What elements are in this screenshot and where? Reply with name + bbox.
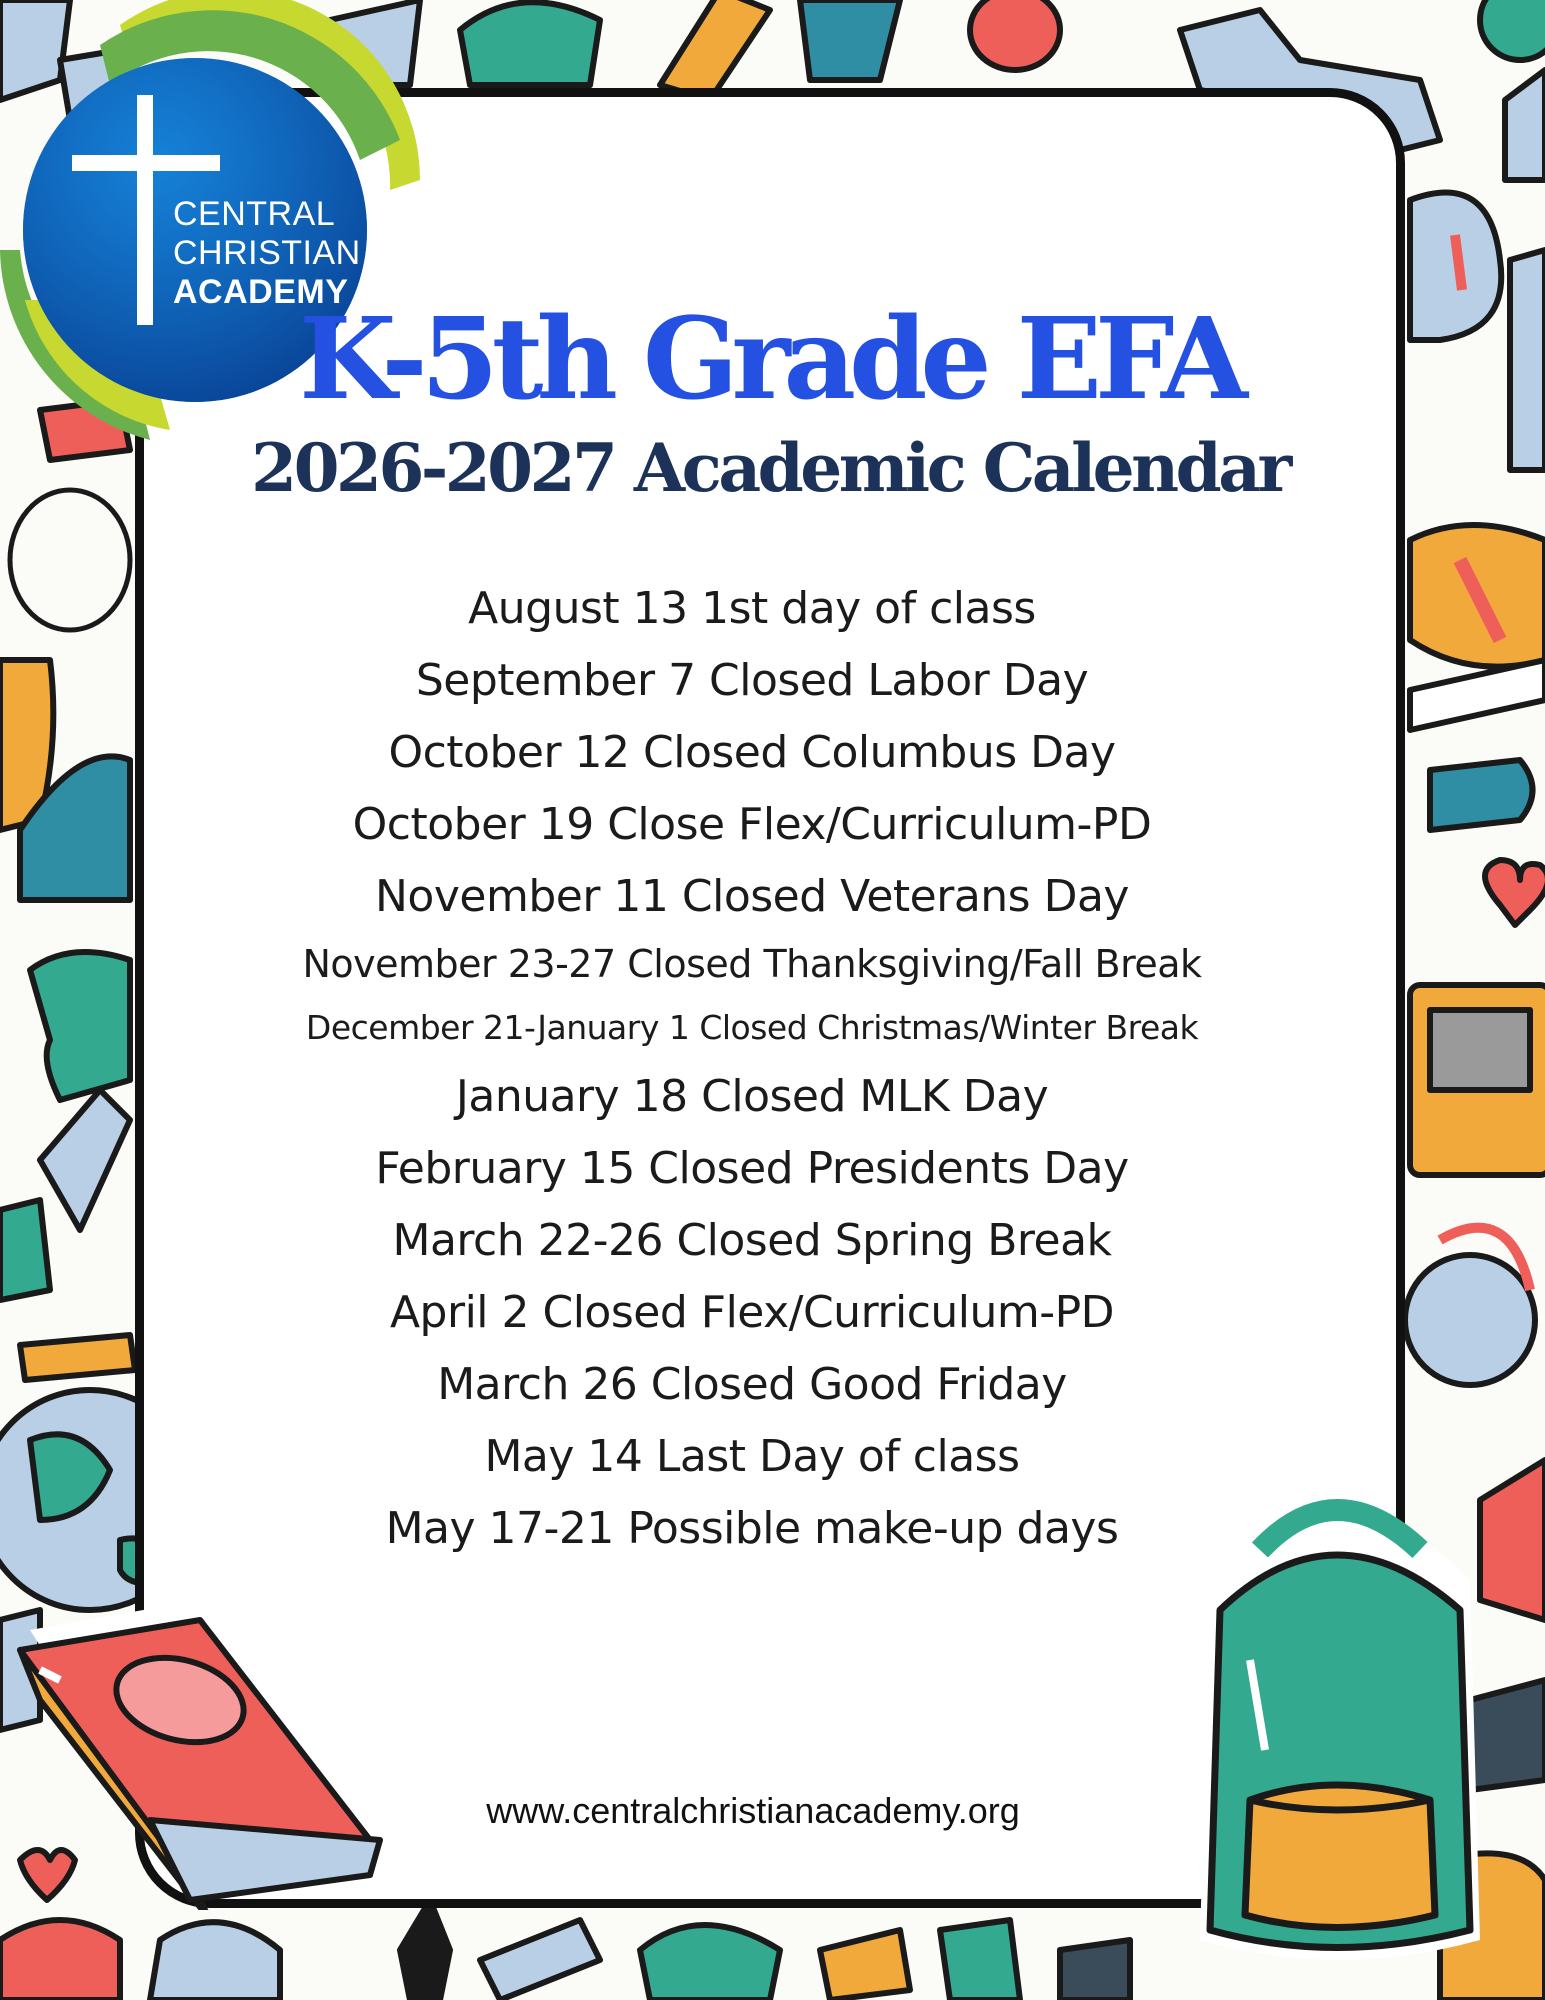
event-item: May 17-21 Possible make-up days	[385, 1503, 1119, 1554]
pencil-icon	[660, 0, 770, 100]
clock-icon	[1405, 1228, 1535, 1385]
event-item: December 21-January 1 Closed Christmas/Winter Break	[305, 1008, 1199, 1047]
event-item: November 11 Closed Veterans Day	[375, 871, 1129, 922]
page-title: K-5th Grade EFA	[299, 294, 1241, 425]
football-icon	[1410, 525, 1545, 667]
event-item: November 23-27 Closed Thanksgiving/Fall Break	[302, 942, 1202, 986]
event-item: April 2 Closed Flex/Curriculum-PD	[389, 1287, 1115, 1338]
event-item: February 15 Closed Presidents Day	[375, 1143, 1129, 1194]
event-item: March 22-26 Closed Spring Break	[392, 1215, 1112, 1266]
event-item: October 12 Closed Columbus Day	[388, 727, 1116, 778]
logo-line-1: CENTRAL	[173, 195, 336, 233]
event-item: January 18 Closed MLK Day	[455, 1071, 1049, 1122]
event-item: August 13 1st day of class	[468, 583, 1036, 634]
event-list	[210, 573, 1294, 1565]
event-item: May 14 Last Day of class	[484, 1431, 1020, 1482]
book-icon	[0, 1590, 400, 1910]
heart-icon	[1485, 860, 1545, 925]
website-link[interactable]: www.centralchristianacademy.org	[486, 1790, 1020, 1831]
event-item: September 7 Closed Labor Day	[415, 655, 1089, 706]
event-item: October 19 Close Flex/Curriculum-PD	[352, 799, 1152, 850]
apple-icon	[970, 0, 1060, 70]
event-item: March 26 Closed Good Friday	[437, 1359, 1067, 1410]
logo-line-3: ACADEMY	[173, 273, 349, 311]
page-subtitle: 2026-2027 Academic Calendar	[251, 429, 1289, 507]
logo-line-2: CHRISTIAN	[173, 234, 361, 272]
calculator-icon	[1410, 985, 1545, 1175]
